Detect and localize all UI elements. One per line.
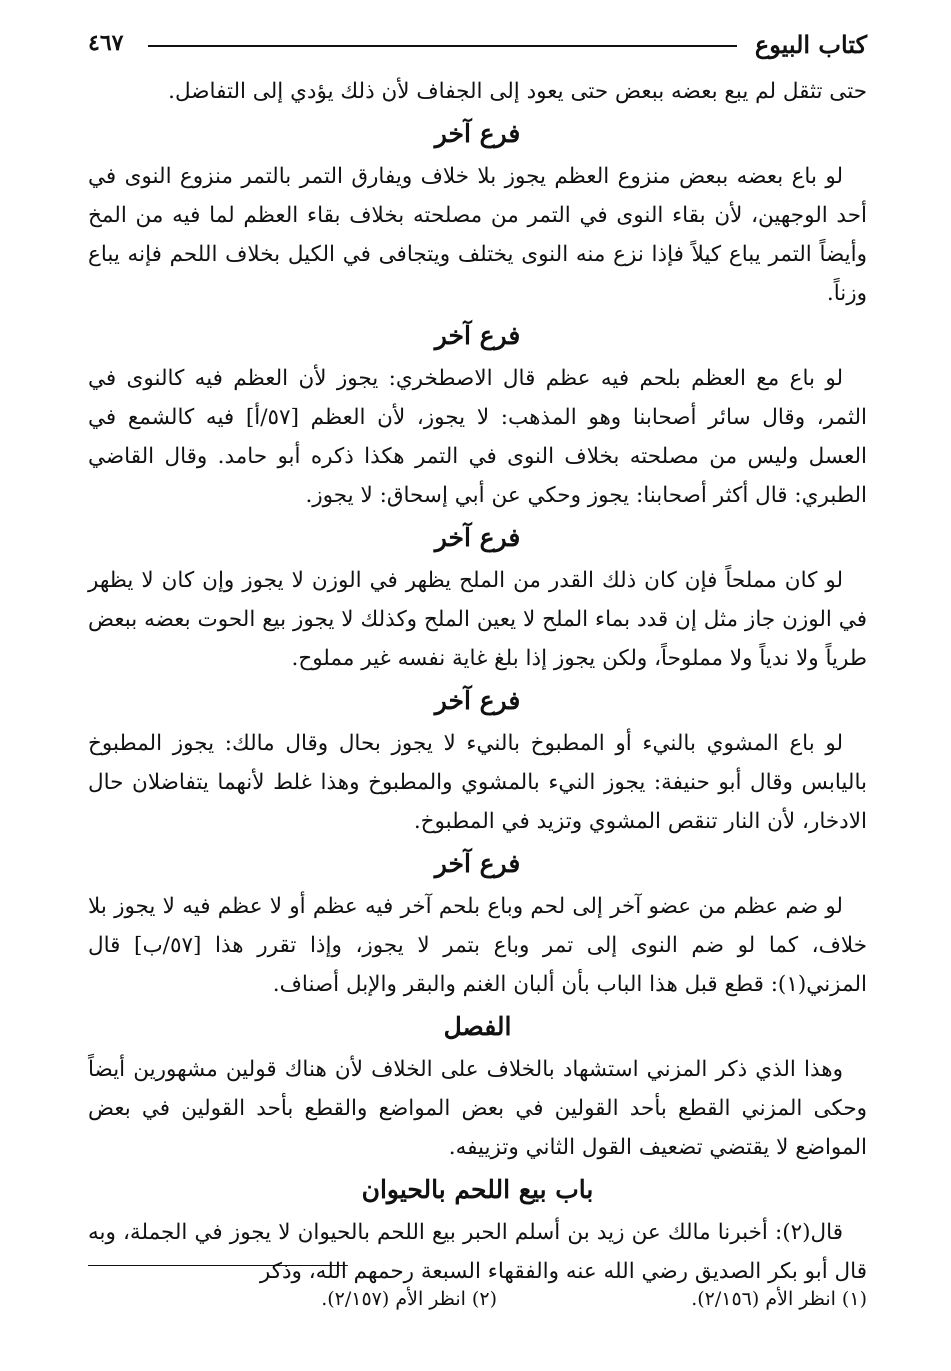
paragraph: لو كان مملحاً فإن كان ذلك القدر من الملح يظهر في الوزن لا يجوز وإن كان لا يظهر في الوزن جاز مثل إن قدد بماء الملح لا يعين الملح وكذلك لا يجوز بيع الحوت بعضه ببعض طرياً ولا ندياً ولا مملوحاً، ولكن يجوز إذا بلغ غاية نفسه غير مملوح.: [88, 568, 867, 671]
paragraph: وهذا الذي ذكر المزني استشهاد بالخلاف على الخلاف لأن هناك قولين مشهورين أيضاً وحكى المزني القطع بأحد القولين في بعض المواضع والقطع بأحد القولين في بعض المواضع لا يقتضي تضعيف القول الثاني وتزييفه.: [88, 1057, 867, 1160]
footnote-1: (١) انظر الأم (٢/١٥٦).: [691, 1288, 867, 1310]
page-header: [88, 28, 867, 62]
section-heading: فرع آخر: [434, 523, 521, 552]
paragraph: حتى تثقل لم يبع بعضه ببعض حتى يعود إلى الجفاف لأن ذلك يؤدي إلى التفاضل.: [168, 79, 867, 104]
page-number: ٤٦٧: [88, 30, 131, 56]
running-title: كتاب البيوع: [747, 30, 867, 59]
section-heading: فرع آخر: [434, 849, 521, 878]
footnote-rule: [88, 1265, 348, 1266]
section-heading: الفصل: [443, 1012, 512, 1041]
paragraph: لو باع بعضه ببعض منزوع العظم يجوز بلا خلاف ويفارق التمر بالتمر منزوع النوى في أحد الوجهين، لأن بقاء النوى في التمر من مصلحته بخلاف بقاء العظم لما فيه من المخ وأيضاً التمر يباع كيلاً فإذا نزع منه النوى يختلف ويتجافى في الكيل بخلاف اللحم فإنه يباع وزناً.: [88, 164, 867, 306]
section-heading: باب بيع اللحم بالحيوان: [361, 1175, 594, 1204]
paragraph: لو باع المشوي بالنيء أو المطبوخ بالنيء لا يجوز بحال وقال مالك: يجوز المطبوخ باليابس وقال أبو حنيفة: يجوز النيء بالمشوي والمطبوخ وهذا غلط لأنهما يتفاضلان حال الادخار، لأن النار تنقص المشوي وتزيد في المطبوخ.: [88, 731, 867, 834]
section-heading: فرع آخر: [434, 119, 521, 148]
paragraph: لو باع مع العظم بلحم فيه عظم قال الاصطخري: يجوز لأن العظم فيه كالنوى في الثمر، وقال سائر أصحابنا وهو المذهب: لا يجوز، لأن العظم [٥٧/أ] فيه كالشمع في العسل وليس من مصلحته بخلاف النوى في التمر هكذا ذكره أبو حامد. وقال القاضي الطبري: قال أكثر أصحابنا: يجوز وحكي عن أبي إسحاق: لا يجوز.: [88, 366, 867, 508]
section-heading: فرع آخر: [434, 686, 521, 715]
section-heading: فرع آخر: [434, 321, 521, 350]
page-body: [88, 72, 867, 1291]
header-rule: [148, 45, 737, 47]
paragraph: قال(٢): أخبرنا مالك عن زيد بن أسلم الحبر بيع اللحم بالحيوان لا يجوز في الجملة، وبه قال أبو بكر الصديق رضي الله عنه والفقهاء السبعة رحمهم الله، وذكر: [88, 1220, 867, 1284]
paragraph: لو ضم عظم من عضو آخر إلى لحم وباع بلحم آخر فيه عظم أو لا عظم فيه لا يجوز بلا خلاف، كما لو ضم النوى إلى تمر وباع بتمر لا يجوز، وإذا تقرر هذا [٥٧/ب] قال المزني(١): قطع قبل هذا الباب بأن ألبان الغنم والبقر والإبل أصناف.: [88, 894, 867, 997]
footnote-2: (٢) انظر الأم (٢/١٥٧).: [321, 1288, 497, 1310]
